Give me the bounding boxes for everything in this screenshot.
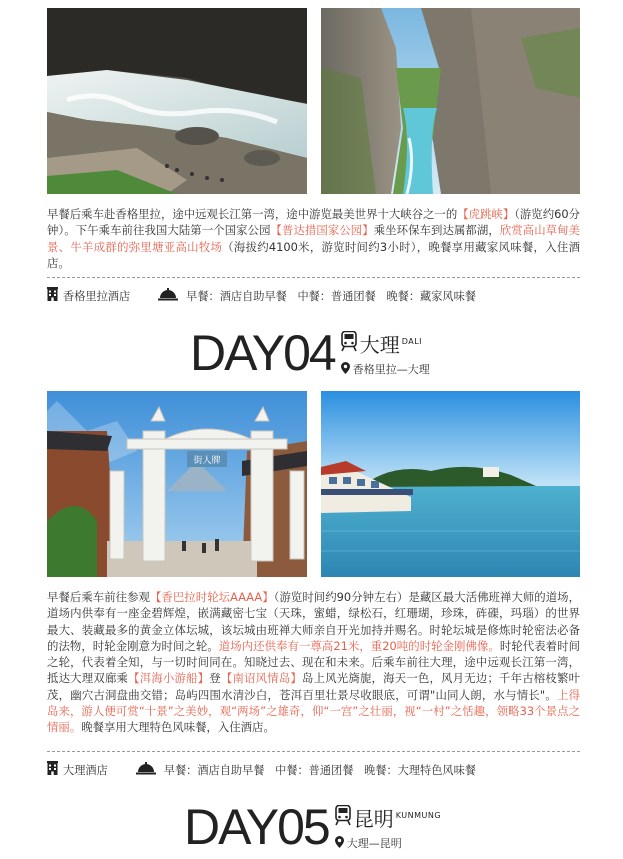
location-pin-icon [341, 362, 350, 377]
meal-cloche-icon [136, 762, 156, 778]
day-city: 大理 [359, 333, 400, 357]
day04-paragraph [47, 589, 580, 736]
hotel-icon [47, 761, 58, 778]
day-city: 昆明 [353, 807, 394, 831]
body-text: 晚餐享用大理特色风味餐，入住酒店。 [81, 720, 275, 735]
highlight-text: 【香巴拉时轮坛AAAA】 [149, 590, 274, 604]
day-city-en: DALI [401, 337, 423, 346]
hotel-name: 大理酒店 [63, 763, 108, 777]
tiger-leaping-gorge-photo [47, 8, 307, 194]
meals-text: 早餐：酒店自助早餐 中餐：普通团餐 晚餐：大理特色风味餐 [163, 763, 476, 777]
day-city-en: KUNMUNG [395, 811, 442, 820]
highlight-text: 欣赏高山草甸美景、牛羊成群的弥里塘亚高山牧场 [47, 223, 580, 254]
body-text: （游览约60分钟）。下午乘车前往我国大陆第一个国家公园 [47, 207, 580, 238]
highlight-text: 道场内还供奉有一尊高21米，重20吨的时轮金刚佛像。 [218, 638, 500, 653]
highlight-text: 【虎跳峡】 [457, 207, 515, 221]
train-icon [335, 805, 351, 831]
train-icon [341, 331, 357, 357]
day04-heading [190, 325, 430, 381]
highlight-text: 【南诏风情岛】 [220, 671, 303, 686]
meal-cloche-icon [158, 288, 178, 304]
day-number: DAY04 [190, 325, 335, 381]
body-text: 登 [209, 671, 221, 686]
body-text: （游览时间约90分钟左右）是藏区最大活佛班禅大师的道场，道场内供奉有一座金碧辉煌，嵌满藏密七宝（天珠，蜜蜡，绿松石，红珊瑚，珍珠，砗磲，玛瑙）的世界最大、装藏最多的黄金立体坛城，该坛城由班禅大师亲自开光加持并赐名。时轮坛城是修炼时轮密法必备的法物，时轮金刚意为时间之轮。 [47, 590, 580, 653]
body-text: 早餐后乘车前往参观 [47, 590, 150, 604]
body-text: 乘坐环保车到达属都湖， [373, 223, 500, 238]
gate-plaque-text: 街人牌 [193, 456, 221, 466]
body-text: 早餐后乘车赴香格里拉，途中远观长江第一湾，途中游览最美世界十大峡谷之一的 [47, 207, 458, 221]
highlight-text: 【洱海小游船】 [128, 671, 210, 686]
erhai-lake-boat-photo [321, 391, 580, 577]
location-pin-icon [335, 836, 344, 851]
meals-text: 早餐：酒店自助早餐 中餐：普通团餐 晚餐：藏家风味餐 [186, 289, 476, 303]
body-text: 岛上风光旖旎，海天一色，风月无边；千年古榕枝繁叶茂，幽穴古洞盘曲交错；岛屿四围水清沙白，苍洱百里壮景尽收眼底，可谓"山同人朗，水与情长"。 [47, 671, 580, 702]
day-route: 香格里拉—大理 [352, 363, 430, 376]
shangri-la-gate-photo [47, 391, 307, 577]
day03-paragraph [47, 206, 580, 271]
day-route: 大理—昆明 [346, 837, 402, 850]
body-text: （海拔约4100米，游览时间约3小时），晚餐享用藏家风味餐，入住酒店。 [47, 239, 580, 270]
day05-heading [184, 799, 442, 855]
divider [47, 277, 580, 278]
highlight-text: 【普达措国家公园】 [270, 223, 374, 238]
highlight-text: 上得岛来，游人便可赏“十景”之美妙，观“两场”之雄奇，仰“一宫”之壮丽，视“一村”之恬趣，领略33个景点之情丽。 [47, 687, 580, 735]
divider [47, 751, 580, 752]
day04-info-row [47, 761, 476, 778]
hotel-icon [47, 287, 58, 304]
hotel-name: 香格里拉酒店 [63, 289, 131, 303]
gorge-canyon-photo [321, 8, 580, 194]
day03-info-row [47, 287, 476, 304]
body-text: 时轮代表着时间之轮，代表着全知，与一切时间同在。知晓过去、现在和未来。后乘车前往大理，途中远观长江第一湾，抵达大理双廊乘 [47, 638, 580, 686]
day-number: DAY05 [184, 799, 329, 855]
